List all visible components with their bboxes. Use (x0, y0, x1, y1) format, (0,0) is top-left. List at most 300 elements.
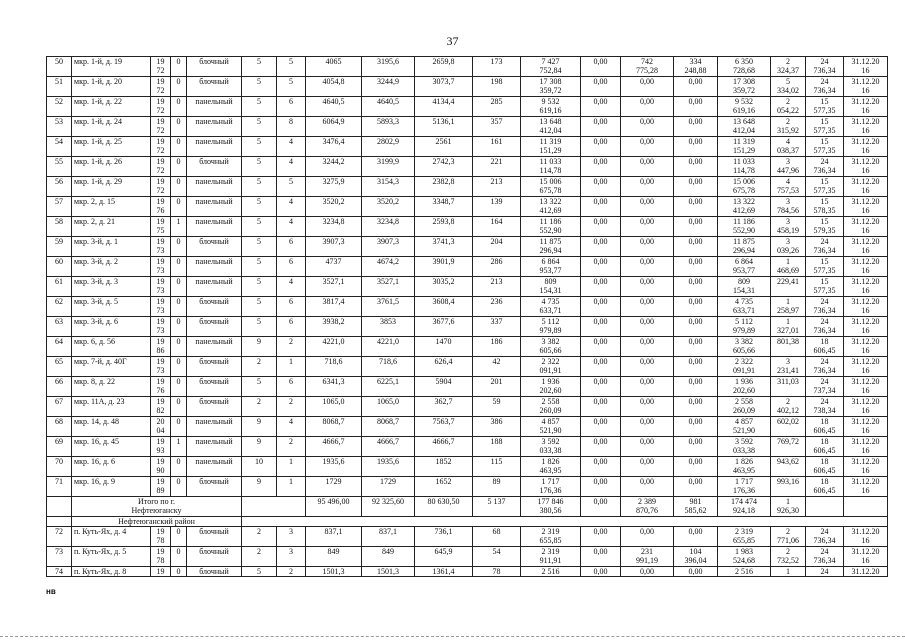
cell-row-number: 57 (47, 197, 72, 217)
cell-flag: 0 (171, 257, 187, 277)
cell-floors: 5 (242, 197, 277, 217)
cell-residential-area: 645,9 (415, 547, 473, 567)
build-year-line: 19 (156, 197, 165, 206)
cell-unit-cost (771, 317, 806, 337)
total-cost-line: 605,66 (539, 346, 562, 355)
cell-unit-cost (771, 437, 806, 457)
cell-deadline (844, 117, 888, 137)
unit-cost-line: 757,53 (777, 186, 799, 195)
build-year-line: 19 (156, 157, 165, 166)
total-cost-line: 552,90 (539, 226, 562, 235)
cell-living-area: 92 325,60 (362, 497, 415, 517)
cell-deadline (844, 477, 888, 497)
build-year-line: 19 (156, 77, 165, 86)
unit-cost-line: 943,62 (777, 457, 799, 466)
cell-unit-cost (771, 117, 806, 137)
fund-share-3-line: 633,71 (733, 306, 755, 315)
limit-cost-line: 15 (820, 137, 829, 146)
deadline-line: 31.12.20 (851, 527, 880, 536)
cell-flag: 0 (171, 137, 187, 157)
cell-address: мкр. 3-й, д. 2 (72, 257, 151, 277)
fund-share-2-line: 334 (689, 57, 702, 66)
cell-deadline (844, 457, 888, 477)
cell-fund-share-2 (674, 57, 718, 77)
cell-fund-share-2 (674, 137, 718, 157)
table-row (47, 177, 888, 197)
cell-wall-material: панельный (187, 217, 242, 237)
limit-cost-line: 15 (820, 197, 829, 206)
deadline-line: 31.12.20 (851, 57, 880, 66)
cell-row-number: 62 (47, 297, 72, 317)
build-year-line: 72 (156, 86, 165, 95)
cell-residents: 286 (473, 257, 521, 277)
table-row (47, 197, 888, 217)
fund-share-3-line: 5 112 (735, 317, 753, 326)
cell-entrances: 4 (277, 277, 306, 297)
cell-residential-area: 362,7 (415, 397, 473, 417)
cell-total-cost (521, 437, 581, 457)
table-body (47, 57, 888, 577)
cell-row-number: 65 (47, 357, 72, 377)
cell-living-area: 4221,0 (362, 337, 415, 357)
cell-residents: 337 (473, 317, 521, 337)
cell-zero-value: 0,00 (581, 437, 621, 457)
unit-cost-line: 801,38 (777, 337, 799, 346)
cell-fund-share-2 (674, 567, 718, 577)
cell-build-year (151, 297, 171, 317)
build-year-line: 90 (156, 466, 165, 475)
cell-fund-share-3 (718, 437, 771, 457)
cell-zero-value: 0,00 (581, 317, 621, 337)
page-number: 37 (446, 34, 459, 48)
cell-row-number: 61 (47, 277, 72, 297)
cell-total-cost (521, 177, 581, 197)
cell-residential-area: 736,1 (415, 527, 473, 547)
cell-flag: 0 (171, 397, 187, 417)
cell-total-area: 4065 (306, 57, 362, 77)
fund-share-3-line: 359,72 (733, 86, 755, 95)
cell-entrances: 6 (277, 317, 306, 337)
cell-total-label (72, 497, 242, 517)
cell-limit-cost (806, 277, 844, 297)
cell-limit-cost (806, 157, 844, 177)
cell-living-area: 849 (362, 547, 415, 567)
cell-fund-share-2 (674, 117, 718, 137)
table-row (47, 527, 888, 547)
cell-row-number: 67 (47, 397, 72, 417)
fund-share-3-line: 154,31 (733, 286, 755, 295)
cell-total-cost (521, 397, 581, 417)
cell-build-year (151, 397, 171, 417)
cell-fund-share-2 (674, 197, 718, 217)
cell-residential-area: 5904 (415, 377, 473, 397)
cell-fund-share-3 (718, 97, 771, 117)
deadline-line: 31.12.20 (851, 417, 880, 426)
deadline-line: 31.12.20 (851, 477, 880, 486)
cell-fund-share-1 (621, 547, 674, 567)
fund-share-3-line: 4 857 (735, 417, 753, 426)
cell-floors: 5 (242, 237, 277, 257)
build-year-line: 19 (156, 237, 165, 246)
total-cost-line: 13 322 (539, 197, 562, 206)
cell-address: мкр. 11А, д. 23 (72, 397, 151, 417)
cell-flag: 0 (171, 337, 187, 357)
cell-row-number: 70 (47, 457, 72, 477)
build-year-line: 19 (156, 337, 165, 346)
cell-row-number: 56 (47, 177, 72, 197)
unit-cost-line: 324,37 (777, 66, 799, 75)
cell-unit-cost (771, 177, 806, 197)
fund-share-3-line: 174 474 (731, 497, 757, 506)
cell-fund-share-1 (621, 437, 674, 457)
cell-unit-cost (771, 457, 806, 477)
cell-living-area: 3244,9 (362, 77, 415, 97)
deadline-line: 31.12.20 (851, 397, 880, 406)
fund-share-3-line: 2 516 (735, 567, 753, 576)
cell-fund-share-3 (718, 137, 771, 157)
cell-floors: 2 (242, 547, 277, 567)
limit-cost-line: 736,34 (813, 556, 836, 565)
cell-flag: 0 (171, 57, 187, 77)
fund-share-2-line: 248,88 (684, 66, 707, 75)
cell-fund-share-3 (718, 547, 771, 567)
total-cost-line: 380,56 (539, 506, 562, 515)
cell-entrances: 5 (277, 177, 306, 197)
cell-flag: 0 (171, 567, 187, 577)
fund-share-1-line: 0,00 (640, 217, 654, 226)
total-cost-line: 359,72 (539, 86, 562, 95)
fund-share-3-line: 675,78 (733, 186, 755, 195)
cell-residents: 115 (473, 457, 521, 477)
total-cost-line: 809 (544, 277, 557, 286)
limit-cost-line: 606,45 (813, 486, 836, 495)
cell-fund-share-3 (718, 237, 771, 257)
deadline-line: 31.12.20 (851, 317, 880, 326)
deadline-line: 16 (861, 86, 870, 95)
total-cost-line: 619,16 (539, 106, 562, 115)
fund-share-1-line: 0,00 (640, 567, 654, 576)
cell-total-area: 4666,7 (306, 437, 362, 457)
deadline-line: 16 (861, 426, 870, 435)
cell-build-year (151, 177, 171, 197)
cell-floors: 2 (242, 357, 277, 377)
cell-total-area: 3938,2 (306, 317, 362, 337)
fund-share-1-line: 775,28 (636, 66, 658, 75)
cell-entrances: 6 (277, 237, 306, 257)
fund-share-1-line: 0,00 (640, 477, 654, 486)
cell-address: мкр. 16, д. 6 (72, 457, 151, 477)
cell-fund-share-3 (718, 457, 771, 477)
cell-flag: 0 (171, 457, 187, 477)
fund-share-3-line: 13 322 (733, 197, 755, 206)
cell-unit-cost (771, 137, 806, 157)
cell-row-number (47, 517, 72, 527)
cell-unit-cost (771, 77, 806, 97)
cell-residents: 213 (473, 277, 521, 297)
cell-residential-area: 626,4 (415, 357, 473, 377)
unit-cost-line: 447,96 (777, 166, 799, 175)
cell-entrances: 5 (277, 57, 306, 77)
deadline-line: 31.12.20 (851, 217, 880, 226)
cell-flag: 0 (171, 377, 187, 397)
cell-fund-share-3 (718, 527, 771, 547)
deadline-line: 16 (861, 446, 870, 455)
cell-address: мкр. 1-й, д. 25 (72, 137, 151, 157)
build-year-line: 89 (156, 486, 165, 495)
cell-residential-area: 2742,3 (415, 157, 473, 177)
limit-cost-line: 24 (820, 397, 829, 406)
unit-cost-line: 2 (786, 527, 790, 536)
deadline-line: 31.12.20 (851, 357, 880, 366)
build-year-line: 19 (156, 547, 165, 556)
cell-build-year (151, 217, 171, 237)
limit-cost-line: 578,35 (813, 206, 836, 215)
cell-address: п. Куть-Ях, д. 8 (72, 567, 151, 577)
unit-cost-line: 3 (786, 237, 790, 246)
limit-cost-line: 606,45 (813, 346, 836, 355)
cell-deadline (844, 357, 888, 377)
cell-total-area: 3817,4 (306, 297, 362, 317)
cell-residents: 357 (473, 117, 521, 137)
cell-entrances: 3 (277, 527, 306, 547)
table-row (47, 547, 888, 567)
unit-cost-line: 039,26 (777, 246, 799, 255)
cell-total-area: 3527,1 (306, 277, 362, 297)
cell-fund-share-2 (674, 277, 718, 297)
cell-build-year (151, 457, 171, 477)
limit-cost-line: 18 (820, 337, 829, 346)
cell-entrances: 4 (277, 197, 306, 217)
cell-unit-cost (771, 97, 806, 117)
cell-zero-value: 0,00 (581, 457, 621, 477)
cell-residential-area: 2659,8 (415, 57, 473, 77)
cell-deadline (844, 437, 888, 457)
unit-cost-line: 732,52 (777, 556, 799, 565)
cell-build-year (151, 567, 171, 577)
cell-deadline (844, 137, 888, 157)
cell-total-area: 4054,8 (306, 77, 362, 97)
unit-cost-line: 3 (786, 197, 790, 206)
fund-share-3-line: 1 826 (735, 457, 753, 466)
cell-floors: 9 (242, 337, 277, 357)
fund-share-2-line: 585,62 (684, 506, 707, 515)
cell-fund-share-3 (718, 377, 771, 397)
cell-living-area: 8068,7 (362, 417, 415, 437)
total-cost-line: 202,60 (539, 386, 562, 395)
cell-build-year (151, 157, 171, 177)
cell-floors: 5 (242, 177, 277, 197)
cell-residents: 198 (473, 77, 521, 97)
cell-address: мкр. 1-й, д. 22 (72, 97, 151, 117)
cell-unit-cost (771, 57, 806, 77)
total-cost-line: 177 846 (537, 497, 564, 506)
total-cost-line: 633,71 (539, 306, 562, 315)
cell-address: мкр. 3-й, д. 6 (72, 317, 151, 337)
fund-share-2-line: 0,00 (688, 237, 703, 246)
fund-share-3-line: 11 875 (733, 237, 755, 246)
cell-row-number: 69 (47, 437, 72, 457)
fund-share-2-line: 0,00 (688, 157, 703, 166)
build-year-line: 82 (156, 406, 165, 415)
cell-total-area: 1501,3 (306, 567, 362, 577)
cell-limit-cost (806, 567, 844, 577)
fund-share-3-line: 151,29 (733, 146, 755, 155)
cell-living-area: 4666,7 (362, 437, 415, 457)
total-cost-line: 11 875 (539, 237, 562, 246)
cell-living-area: 3907,3 (362, 237, 415, 257)
deadline-line: 16 (861, 536, 870, 545)
limit-cost-line: 577,35 (813, 286, 836, 295)
cell-floors: 5 (242, 567, 277, 577)
limit-cost-line: 606,45 (813, 446, 836, 455)
fund-share-3-line: 6 864 (735, 257, 753, 266)
cell-wall-material: панельный (187, 257, 242, 277)
build-year-line: 19 (156, 277, 165, 286)
fund-share-3-line: 2 558 (735, 397, 753, 406)
table-row (47, 277, 888, 297)
total-cost-line: 655,85 (539, 536, 562, 545)
cell-unit-cost (771, 477, 806, 497)
fund-share-2-line: 0,00 (688, 177, 703, 186)
cell-entrances: 8 (277, 117, 306, 137)
cell-limit-cost (806, 297, 844, 317)
limit-cost-line: 738,34 (813, 406, 836, 415)
deadline-line: 16 (861, 386, 870, 395)
cell-address: мкр. 14, д. 48 (72, 417, 151, 437)
cell-residents: 221 (473, 157, 521, 177)
cell-total-cost (521, 157, 581, 177)
cell-wall-material: блочный (187, 477, 242, 497)
cell-total-area: 3244,2 (306, 157, 362, 177)
limit-cost-line: 736,34 (813, 536, 836, 545)
cell-entrances: 5 (277, 77, 306, 97)
cell-fund-share-1 (621, 77, 674, 97)
cell-fund-share-3 (718, 157, 771, 177)
build-year-line: 72 (156, 126, 165, 135)
cell-floors: 5 (242, 377, 277, 397)
cell-row-number: 74 (47, 567, 72, 577)
cell-entrances: 6 (277, 377, 306, 397)
cell-floors: 2 (242, 397, 277, 417)
cell-flag: 1 (171, 437, 187, 457)
total-cost-line: 979,89 (539, 326, 562, 335)
fund-share-2-line: 0,00 (688, 357, 703, 366)
cell-wall-material: блочный (187, 77, 242, 97)
cell-deadline (844, 237, 888, 257)
cell-entrances: 3 (277, 547, 306, 567)
cell-residential-area: 3035,2 (415, 277, 473, 297)
cell-total-cost (521, 357, 581, 377)
total-cost-line: 15 006 (539, 177, 562, 186)
table-row (47, 137, 888, 157)
cell-row-number: 59 (47, 237, 72, 257)
fund-share-3-line: 521,90 (733, 426, 755, 435)
cell-fund-share-1 (621, 97, 674, 117)
cell-fund-share-1 (621, 317, 674, 337)
cell-living-area: 5893,3 (362, 117, 415, 137)
cell-total-area: 4640,5 (306, 97, 362, 117)
cell-flag: 0 (171, 527, 187, 547)
cell-entrances: 1 (277, 357, 306, 377)
total-cost-line: 2 319 (541, 547, 560, 556)
cell-wall-material: панельный (187, 437, 242, 457)
fund-share-3-line: 17 308 (733, 77, 755, 86)
fund-share-3-line: 728,68 (733, 66, 755, 75)
deadline-line: 16 (861, 246, 870, 255)
fund-share-1-line: 0,00 (640, 297, 654, 306)
unit-cost-line: 1 (786, 257, 790, 266)
cell-total-cost (521, 277, 581, 297)
table-row (47, 317, 888, 337)
unit-cost-line: 1 (786, 297, 790, 306)
fund-share-3-line: 3 382 (735, 337, 753, 346)
total-cost-line: 13 648 (539, 117, 562, 126)
cell-floors: 5 (242, 137, 277, 157)
build-year-line: 72 (156, 186, 165, 195)
cell-residents: 89 (473, 477, 521, 497)
table-row (47, 417, 888, 437)
cell-zero-value: 0,00 (581, 217, 621, 237)
build-year-line: 72 (156, 146, 165, 155)
table-row (47, 57, 888, 77)
total-cost-line: 1 936 (541, 377, 560, 386)
cell-entrances: 2 (277, 397, 306, 417)
cell-deadline (844, 337, 888, 357)
fund-share-3-line: 6 350 (735, 57, 753, 66)
fund-share-1-line: 0,00 (640, 337, 654, 346)
cell-row-number: 54 (47, 137, 72, 157)
fund-share-1-line: 0,00 (640, 77, 654, 86)
cell-zero-value: 0,00 (581, 477, 621, 497)
limit-cost-line: 577,35 (813, 146, 836, 155)
limit-cost-line: 18 (820, 417, 829, 426)
fund-share-2-line: 104 (689, 547, 702, 556)
limit-cost-line: 24 (820, 567, 829, 576)
cell-address: п. Куть-Ях, д. 5 (72, 547, 151, 567)
cell-build-year (151, 357, 171, 377)
cell-deadline (844, 317, 888, 337)
cell-deadline (844, 417, 888, 437)
build-year-line: 73 (156, 266, 165, 275)
cell-living-area: 3853 (362, 317, 415, 337)
cell-deadline (844, 277, 888, 297)
cell-residents: 201 (473, 377, 521, 397)
cell-living-area: 1935,6 (362, 457, 415, 477)
fund-share-3-line: 11 186 (733, 217, 755, 226)
cell-residents: 139 (473, 197, 521, 217)
deadline-line: 31.12.20 (851, 377, 880, 386)
total-cost-line: 033,38 (539, 446, 562, 455)
page-edge-divider (0, 636, 905, 637)
cell-wall-material: панельный (187, 177, 242, 197)
cell-limit-cost (806, 317, 844, 337)
cell-fund-share-3 (718, 257, 771, 277)
total-cost-line: 2 319 (541, 527, 560, 536)
cell-living-area: 3527,1 (362, 277, 415, 297)
cell-residential-area: 3901,9 (415, 257, 473, 277)
cell-fund-share-1 (621, 237, 674, 257)
cell-fund-share-2 (674, 297, 718, 317)
fund-share-1-line: 0,00 (640, 437, 654, 446)
deadline-line: 31.12.20 (851, 237, 880, 246)
cell-entrances: 4 (277, 137, 306, 157)
cell-residents: 164 (473, 217, 521, 237)
deadline-line: 16 (861, 226, 870, 235)
cell-fund-share-1 (621, 337, 674, 357)
cell-total-area: 1729 (306, 477, 362, 497)
total-cost-line: 17 308 (539, 77, 562, 86)
deadline-line: 31.12.20 (851, 157, 880, 166)
